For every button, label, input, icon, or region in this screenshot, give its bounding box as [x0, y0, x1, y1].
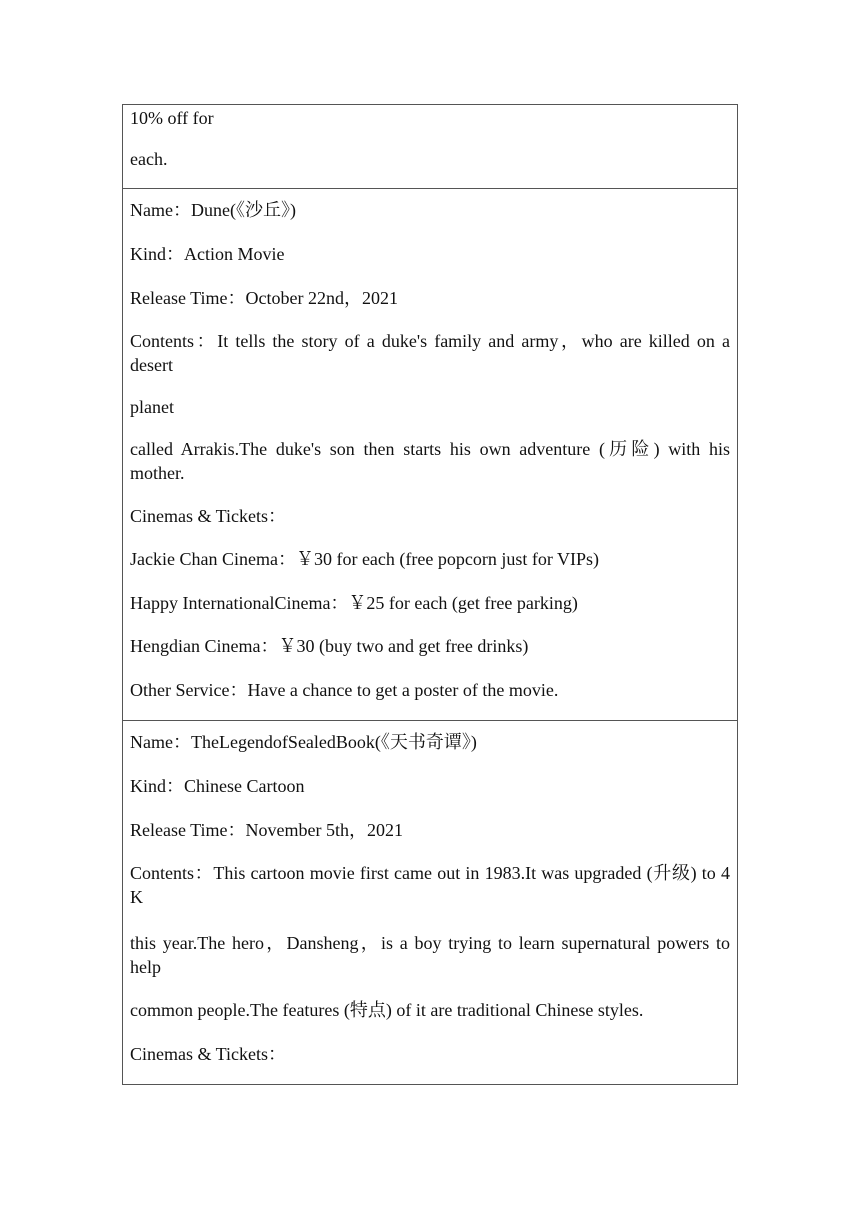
dune-movie-cell: [123, 188, 737, 720]
dune-contents-para-3: called Arrakis.The duke's son then starts his own adventure (历险) with his mother.: [130, 439, 730, 483]
legend-contents-para-1: Contents：This cartoon movie first came out in 1983.It was upgraded (升级) to 4 K: [130, 863, 730, 907]
dune-cinema-jackie-chan: Jackie Chan Cinema：￥30 for each (free popcorn just for VIPs): [130, 549, 600, 569]
discount-line-2: each.: [130, 149, 168, 169]
legend-name: Name：TheLegendofSealedBook(《天书奇谭》): [130, 732, 477, 752]
legend-contents-para-3: common people.The features (特点) of it are traditional Chinese styles.: [130, 1000, 644, 1020]
dune-kind: Kind：Action Movie: [130, 244, 285, 264]
dune-contents-para-2: planet: [130, 397, 174, 417]
legend-kind: Kind：Chinese Cartoon: [130, 776, 305, 796]
dune-cinemas-heading: Cinemas & Tickets：: [130, 506, 287, 526]
discount-line-1: 10% off for: [130, 108, 214, 128]
dune-release-time: Release Time：October 22nd，2021: [130, 288, 398, 308]
discount-continuation-cell: [123, 105, 737, 188]
legend-contents-para-2: this year.The hero，Dansheng，is a boy trying to learn supernatural powers to help: [130, 933, 730, 977]
dune-cinema-hengdian: Hengdian Cinema：￥30 (buy two and get free drinks): [130, 636, 529, 656]
dune-contents-para-1: Contents：It tells the story of a duke's family and army，who are killed on a desert: [130, 331, 730, 375]
dune-name: Name：Dune(《沙丘》): [130, 200, 296, 220]
dune-cinema-happy-international: Happy InternationalCinema：￥25 for each (get free parking): [130, 593, 578, 613]
legend-release-time: Release Time：November 5th，2021: [130, 820, 403, 840]
legend-cinemas-heading: Cinemas & Tickets：: [130, 1044, 287, 1064]
legend-movie-cell: [123, 720, 737, 1084]
movie-info-table: [122, 104, 738, 1085]
dune-other-service: Other Service：Have a chance to get a poster of the movie.: [130, 680, 559, 700]
